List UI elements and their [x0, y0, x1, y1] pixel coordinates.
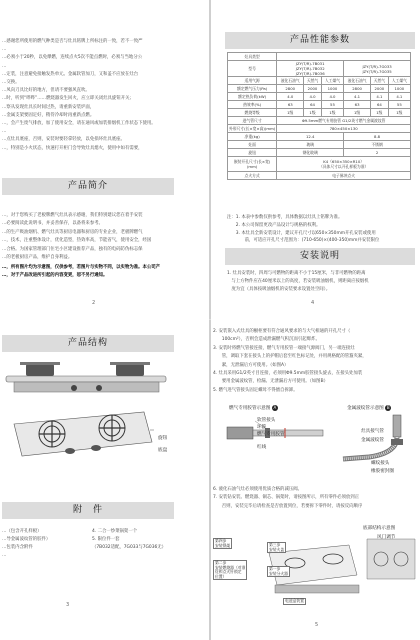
pipe-label-4: 橡胶密封圈 [371, 469, 394, 474]
fig-a-badge: A [273, 405, 277, 410]
spec-row [228, 125, 411, 133]
spec-row [228, 172, 411, 180]
assembly-callout: 第四步 安装锅架 [215, 538, 231, 548]
spec-value-cell: 不锈钢 [344, 141, 411, 149]
section-banner-specs [225, 32, 415, 49]
spec-value-cell: 天然气 [304, 77, 322, 85]
install-step-line: 否则，安装完毕后请检查是否放置到位，若要拆下零件时，请按反向顺序 [213, 503, 363, 509]
spec-row [228, 109, 411, 117]
warning-line: …金属支架要固定好，稍待冷却时再重新点燃。 [2, 112, 95, 118]
spec-value-cell: 2000 [371, 85, 389, 93]
spec-label-cell: 旋钮 [228, 149, 277, 157]
spec-label-cell: 灶具类型 [228, 53, 277, 61]
intro-line: …合格。为国家管理部门住宅小区建设推荐产品，独有的电码防伪标志保 [2, 246, 143, 252]
accessory-line: …导金属波纹管的胶件） [2, 537, 51, 542]
stove-perspective-drawing [4, 404, 154, 462]
section-title: 产品简介 [67, 181, 108, 191]
warning-line: … [2, 129, 7, 135]
spec-value-cell: 2 [344, 149, 411, 157]
spec-label-cell: 净重(kg) [228, 133, 277, 141]
fig-b-badge: B [386, 405, 390, 410]
install-step-line: 5. 燃气进气管接头固定螺母不得擅自拆卸。 [213, 387, 298, 393]
accessory-item: （7B032适配，7G033与7G036无） [92, 545, 167, 550]
warning-line: …感谢您所使用的燃气种类是否与灶具铭牌上所标注的一致，若不一致严 [2, 39, 143, 44]
page-2 [0, 0, 209, 320]
install-step-line: 管，调取下套在接头上的护帽后套至红色标记处，并用规格配的管箍夹紧， [213, 354, 367, 360]
spec-label-cell: 适用气源 [228, 77, 277, 85]
fig-b-title: 金属波纹管示意图 B [347, 405, 390, 411]
accessory-item: 5. 限位件一套 [92, 537, 120, 542]
spec-row [228, 85, 411, 93]
spec-value-cell: 1级 [371, 109, 389, 117]
accessory-line: …包装内含附件 [2, 545, 33, 550]
spec-label-cell: 外形尺寸(长×宽×高)(mm) [229, 126, 276, 131]
intro-line: …的老板厨房产品，维护自身利益。 [2, 255, 73, 260]
assembly-callout: 第三步 安装火盖 [269, 542, 285, 552]
warning-line: … [2, 47, 7, 53]
section-banner-install [225, 248, 415, 265]
spec-row [228, 77, 411, 85]
page-5 [211, 320, 420, 640]
spec-label-cell: 燃烧等级 [228, 109, 277, 117]
spec-row [228, 93, 411, 101]
spec-value-cell: 64 [371, 101, 389, 109]
spec-value-cell: 2000 [304, 85, 322, 93]
install-step-line: 3. 安装时将燃气管接连接，燃气专用胶管一端接气源阀门，另一端连接灶 [213, 345, 355, 351]
section-title: 附 件 [72, 505, 103, 515]
assembly-callout: 第一步 安装分火器 [269, 566, 288, 576]
base-label: 底盘 [158, 448, 168, 453]
warning-line: …点灶具底座，否则，安装时要轻拿轻放，以免损坏灶具底座。 [2, 137, 125, 143]
intro-line: …必要阅读此说明书，并妥善保存，以备将来参考。 [2, 221, 103, 227]
spec-value-cell: 液化石油气 [344, 77, 371, 85]
spec-value-cell: 2800 [277, 85, 304, 93]
spec-label-cell: 点火方式 [228, 172, 277, 180]
pipe-label-2: 金属波纹管 [361, 438, 384, 443]
hose-label-2: 环箍 [257, 425, 267, 430]
install-step-line: 紧，无泄漏后方可使用。（如图A） [213, 362, 289, 368]
page-number: 5 [315, 622, 319, 628]
fig-a-title: 燃气专用胶管示意图 A [229, 405, 277, 411]
spec-row [228, 133, 411, 141]
section-title: 产品性能参数 [289, 35, 350, 45]
section-banner-accessories [2, 502, 174, 519]
spec-value-cell: 1000 [388, 85, 410, 93]
spec-value-cell: Φ9.5mm燃气专用胶管 G1/2英寸燃气金属波纹管 [277, 117, 411, 125]
spec-value-cell: 55 [388, 101, 410, 109]
page-4 [211, 0, 420, 320]
warning-line: …凤向刀具比好的地方，但请不要强风直吹。 [2, 88, 90, 94]
spec-value-cell: 1级 [304, 109, 322, 117]
spec-row [228, 61, 411, 77]
hose-label-4: 红线 [257, 445, 267, 450]
spec-value-cell: 4.0 [321, 93, 343, 101]
spec-value-cell: 液化石油气 [277, 77, 304, 85]
accessory-line: …（包含开孔样板） [2, 529, 42, 534]
install-step-line: 4. 灶具采用G1/2英寸目连接，必须用Φ9.5mm胶管接头旋去，在接头处加装 [213, 371, 363, 376]
page-number: 3 [66, 602, 70, 608]
spec-value-cell: 12.4 [277, 133, 344, 141]
spec-value-cell: 人工煤气 [388, 77, 410, 85]
spec-row [228, 141, 411, 149]
accessory-item: 4. 二合一炒菜锅架一个 [92, 529, 138, 534]
section-title: 安装说明 [299, 251, 340, 261]
page-3 [0, 320, 209, 640]
spec-value-cell: 4.0 [277, 93, 304, 101]
bottom-structure-title: 底部结构示意图 [363, 526, 396, 531]
spec-label-cell: 额定燃气压力(Pa) [228, 85, 277, 93]
spec-label-cell: 额定热负荷(kW) [228, 93, 277, 101]
warning-line: …交换。 [2, 80, 20, 85]
spec-label-cell: 型号 [228, 61, 277, 77]
spec-value-cell: 4.0 [304, 93, 322, 101]
spec-value-cell: 55 [321, 101, 343, 109]
warning-line: … [2, 63, 7, 69]
note-line: …，对于产品改进所引起的内容变更，恕不另行通知。 [2, 273, 108, 279]
warning-line: …察从发现灶具长时间过热，请重新安装炉面， [2, 104, 95, 110]
intro-line: …，对于您购买了老板牌燃气灶具表示感谢，我们特别建议您在着手安装 [2, 213, 143, 218]
spec-row [228, 149, 411, 157]
assembly-callout: 第二步 安装燃烧器（对准 灶和点火针锁定 位置） [215, 560, 246, 579]
section-title: 产品结构 [67, 338, 108, 348]
spec-value-cell: 63 [277, 101, 304, 109]
spec-value-cell: 8.8 [344, 133, 411, 141]
spec-value-cell: JZY/T/R)-7B031 JZY(T/R)-7B032 JZY(T/R)-7B036 [277, 61, 344, 77]
intro-line: …的生产吸油烟机、燃气灶具等厨房电器和厨房的专业企业，老板牌燃气 [2, 229, 143, 235]
spec-value-cell: 63 [344, 101, 371, 109]
warning-line: …，特别是小火状态，快速打开柜门会导致灶具熄火，使用中如有需要， [2, 145, 143, 151]
section-banner-structure [2, 335, 174, 352]
spec-value-cell: 电子脉冲点火 [277, 172, 411, 180]
spec-value-cell: 4.1 [371, 93, 389, 101]
spec-note-line: 前，可适应开孔尺寸范围为：(710-650)×(400-350)mm并安装限位 [227, 238, 380, 244]
knob-label: 旋钮 [158, 436, 168, 441]
spec-row [228, 101, 411, 109]
spec-value-cell: 2800 [344, 85, 371, 93]
hose-label-3: 燃气专用胶管 [257, 432, 285, 437]
spec-value-cell: 4.1 [388, 93, 410, 101]
install-step-line: 6. 液化石油气灶必须使用优质合格的减压阀。 [213, 487, 303, 492]
pipe-label-3: 螺纹接头 [371, 461, 390, 466]
spec-table [227, 52, 411, 180]
assembly-callout: 电池盒装置 [285, 598, 304, 603]
spec-note-line: 注：1. 本表中参数仅供参考，具体数据以灶具上铭牌为准。 [227, 215, 343, 220]
spec-value-cell: JZY(T/R)-7G033 JZY(T/R)-7G035 [344, 61, 411, 77]
page-number: 2 [92, 300, 96, 306]
spec-value-cell [277, 53, 411, 61]
spec-value-cell: 钢化玻璃 [277, 149, 344, 157]
pipe-label-1: 灶具接气管 [361, 429, 384, 434]
page-number: 4 [311, 300, 315, 306]
install-line: 度为宜（具体按吸油烟机的安装要求设置处空间）。 [227, 287, 331, 292]
spec-value-cell: 1000 [321, 85, 343, 93]
spec-value-cell: K4（650×350×R10） （具体尺寸以开孔样板为准） [277, 157, 411, 172]
accessory-line: … [2, 553, 7, 558]
spec-value-cell: 天然气 [371, 77, 389, 85]
warning-line: …必须小于20秒，以免爆燃，连续点火5次不能点燃时，必须与当地分公 [2, 55, 143, 61]
install-step-line: 7. 安装钻安装。燃烧器、铜芯、锅架时，请按图所示，所有零件必须放到正 [213, 495, 360, 501]
spec-row [228, 117, 411, 125]
spec-value-cell: 780×450×130 [277, 125, 411, 133]
install-step-line: 要用金属波纹管，检漏、无泄漏后方可使用。（如图B） [213, 379, 328, 385]
section-banner-intro [2, 178, 174, 195]
spec-value-cell: 1级 [388, 109, 410, 117]
note-line: …，所有图片均为示意图，仅供参考，若图片与实物不同，以实物为准。本公司产 [2, 265, 161, 270]
spec-value-cell: 64 [304, 101, 322, 109]
damper-callout: 风门调节 [377, 535, 396, 540]
stove-top-view-drawing [4, 358, 169, 398]
spec-value-cell: 1级 [344, 109, 371, 117]
spec-label-cell: 进气管尺寸 [228, 117, 277, 125]
install-step-line: 2. 安装嵌入式灶具的橱柜要有符合通风要求的与大气相通的开孔尺寸（ [213, 329, 351, 334]
install-step-line: 100cm²），否则会造成泄漏燃气积沉而引起爆炸。 [213, 337, 320, 343]
warning-line: …，会产生废气排放，加了使用安全，请在通风或加装排烟机工作状态下使用。 [2, 121, 156, 126]
spec-value-cell: 1级 [321, 109, 343, 117]
hose-label-1: 软管接头 [257, 418, 276, 423]
spec-label-cell: 嵌装开孔尺寸(长×宽)(mm) [228, 157, 277, 172]
warning-line: …时，听到“哔哔”……燃烧器发生回火，应立即关闭灶具旋钮开关； [2, 96, 134, 102]
install-line: 1. 灶具安装时，四周与可燃物的距离不小于15厘米，与非可燃物的距离 [227, 271, 366, 276]
spec-label-cell: 灶面 [228, 141, 277, 149]
assembly-diagram [229, 533, 419, 613]
spec-row [228, 157, 411, 172]
spec-value-cell: 玻璃 [277, 141, 344, 149]
spec-note-line: 2. 本公司保留更改产品设计与规格的权利。 [227, 222, 321, 228]
spec-value-cell: 人工煤气 [321, 77, 343, 85]
spec-note-line: 3. 本灶具全新安装设计，建议开孔尺寸以650×350mm开孔安装或使用 [227, 230, 376, 236]
spec-row [228, 53, 411, 61]
intro-line: …，技术，注重整体设计，优化造型，热效率高，节能省气，使用安全，经国 [2, 238, 152, 244]
warning-line: …定装，注意避免接触发热单元。金属软管加刀，又和盖不应放在灶台 [2, 71, 139, 77]
spec-value-cell: 1级 [277, 109, 304, 117]
install-line: 与上方物件应在40厘米以上的高度，若安装吸油烟机，则距离应按烟机 [227, 279, 369, 284]
spec-label-cell: 热效率(%) [228, 101, 277, 109]
spec-value-cell: 4.1 [344, 93, 371, 101]
